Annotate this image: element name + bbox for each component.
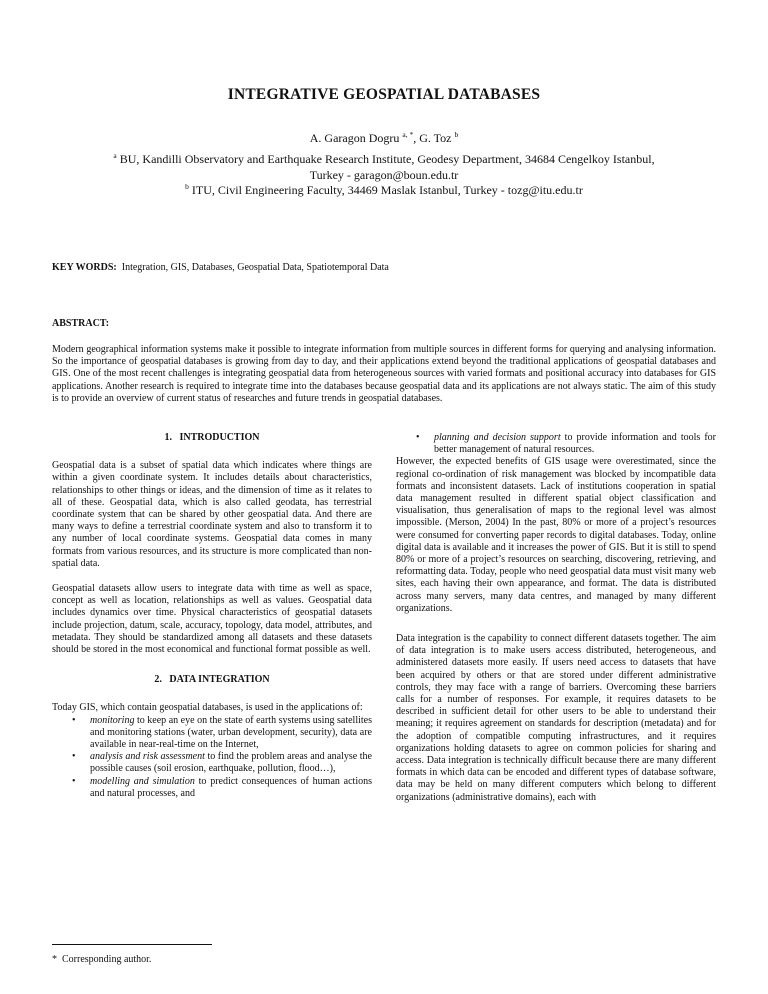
abstract-text: Modern geographical information systems make it possible to integrate information from multiple sources in different forms for querying and analysing information. So the importance of geospatial databases is growing from day to day, and their applications extend beyond the traditional applications of geospatial databases and GIS. One of the most recent challenges is integrating geospatial data from heterogeneous sources with varied formats and positional accuracy into databases for GIS applications. Another research is required to integrate time into the databases because geospatial data and its applications are not always static. The aim of this study is to provide an overview of current status of researches and future trends in geospatial databases.	[52, 344, 716, 404]
left-column	[52, 432, 372, 800]
author-separator: ,	[413, 131, 420, 145]
author-1-mark: a, *	[402, 130, 414, 139]
author-1: A. Garagon Dogru	[309, 131, 400, 145]
affiliation-a-mark: a	[113, 151, 117, 160]
author-2: G. Toz	[419, 131, 452, 145]
bullet-icon: •	[72, 714, 76, 726]
bullet-icon: •	[72, 751, 76, 763]
affiliation-a-line2: Turkey - garagon@boun.edu.tr	[309, 167, 459, 182]
list-item-term: monitoring	[90, 714, 135, 726]
affiliation-a	[60, 152, 708, 168]
affiliation-a-line1: BU, Kandilli Observatory and Earthquake Research Institute, Geodesy Department, 34684 Cengelkoy Istanbul,	[116, 152, 655, 166]
keywords-label: KEY WORDS:	[52, 262, 117, 273]
list-item-text: to predict consequences of human actions and natural processes, and	[90, 775, 372, 799]
affiliation-b-line: ITU, Civil Engineering Faculty, 34469 Maslak Istanbul, Turkey - tozg@itu.edu.tr	[188, 183, 583, 197]
list-item-text: to keep an eye on the state of earth systems using satellites and monitoring stations (water, urban development, security), data are available in near-real-time on the Internet,	[90, 714, 372, 751]
bullet-icon: •	[416, 432, 420, 443]
footnote: * Corresponding author.	[52, 954, 152, 965]
list-item	[52, 776, 372, 800]
affiliation-b	[60, 183, 708, 199]
list-item-term: analysis and risk assessment	[90, 751, 205, 763]
right-column	[396, 432, 716, 817]
integration-paragraph-1: Today GIS, which contain geospatial databases, is used in the applications of:	[52, 702, 363, 714]
intro-paragraph-1: Geospatial data is a subset of spatial data which indicates where things are within a given coordinate system. It includes details about characteristics, relationships to other things or ideas, and the dimension of time as it relates to all of these. Geospatial data, which is also called geodata, has terrestrial coordinate system that can be shared by other geospatial data. And there are many ways to define a terrestrial coordinate system and also to transform it to any number of local coordinate systems. Geospatial data comes in many formats from various resources, and its structure is more complicated than non-spatial data.	[52, 460, 372, 569]
list-item-term: modelling and simulation	[90, 775, 195, 787]
list-item	[52, 751, 372, 775]
keywords-text: Integration, GIS, Databases, Geospatial Data, Spatiotemporal Data	[116, 262, 389, 273]
list-item-term: planning and decision support	[434, 432, 561, 443]
author-2-mark: b	[454, 130, 459, 139]
application-list	[52, 715, 372, 800]
footnote-divider	[52, 944, 212, 945]
list-item	[396, 432, 716, 456]
list-item-text: to find the problem areas and analyse the possible causes (soil erosion, earthquake, pollution, flood…),	[90, 751, 372, 775]
list-item	[52, 715, 372, 752]
section-1-heading: 1. INTRODUCTION	[164, 432, 260, 443]
affiliation-b-mark: b	[185, 182, 189, 191]
bullet-icon: •	[72, 775, 76, 787]
application-list-continued	[396, 432, 716, 456]
author-line	[0, 131, 768, 146]
abstract-heading: ABSTRACT:	[52, 318, 110, 329]
section-2-heading: 2. DATA INTEGRATION	[154, 674, 270, 686]
keywords	[52, 262, 716, 273]
integration-paragraph-2: However, the expected benefits of GIS usage were overestimated, since the regional co-ordination of risk management was blocked by incompatible data formats and inconsistent datasets. Lack of institutions cooperation in spatial data management resulted in different spatial object classification and visualisation, thus generalisation of maps to the regional level was almost impossible. (Merson, 2004) In the past, 80% or more of a project’s resources were consumed for converting paper records to digital databases. Today, online digital data is available and it increases the power of GIS. But it is still to spend 80% or more of a project’s resources on searching, discovering, retrieving, and reformatting data. Today, people who need geospatial data must visit many web sites, each having their own appearance, and format. The data is distributed across many servers, many data centres, and managed by many different organizations.	[396, 456, 716, 614]
intro-paragraph-2: Geospatial datasets allow users to integrate data with time as well as space, concept as well as location, relationships as well as values. Geospatial data includes dynamics over time. Physical characteristics of geospatial datasets include projection, datum, scale, accuracy, topology, data model, attributes, and metadata. They should be standardized among all datasets and these datasets should be stored in the most economical and functional format possible as well.	[52, 583, 372, 656]
affiliations	[60, 152, 708, 199]
paper-title: INTEGRATIVE GEOSPATIAL DATABASES	[227, 86, 541, 103]
integration-paragraph-3: Data integration is the capability to connect different datasets together. The aim of data integration is to make users access distributed, heterogeneous, and administered datasets more easily. If users need access to datasets that have been acquired by others or that are stored under different administrative controls, they may face with a range of barriers. Overcoming these barriers calls for a number of responses. For example, it requires datasets to be described in sufficient detail for other users to be able to understand their meaning; it requires agreement on standards for description (metadata) and for the adoption of compatible computing infrastructures, and it requires organizations holding datasets to agree on common policies for sharing and access. Data integration is technically difficult because there are many different formats in which data can be encoded and different types of database software, data may be held on many different computers which belong to different organizations (administrative domains), each with	[396, 633, 716, 803]
list-item-text: to provide information and tools for better management of natural resources.	[434, 432, 716, 456]
